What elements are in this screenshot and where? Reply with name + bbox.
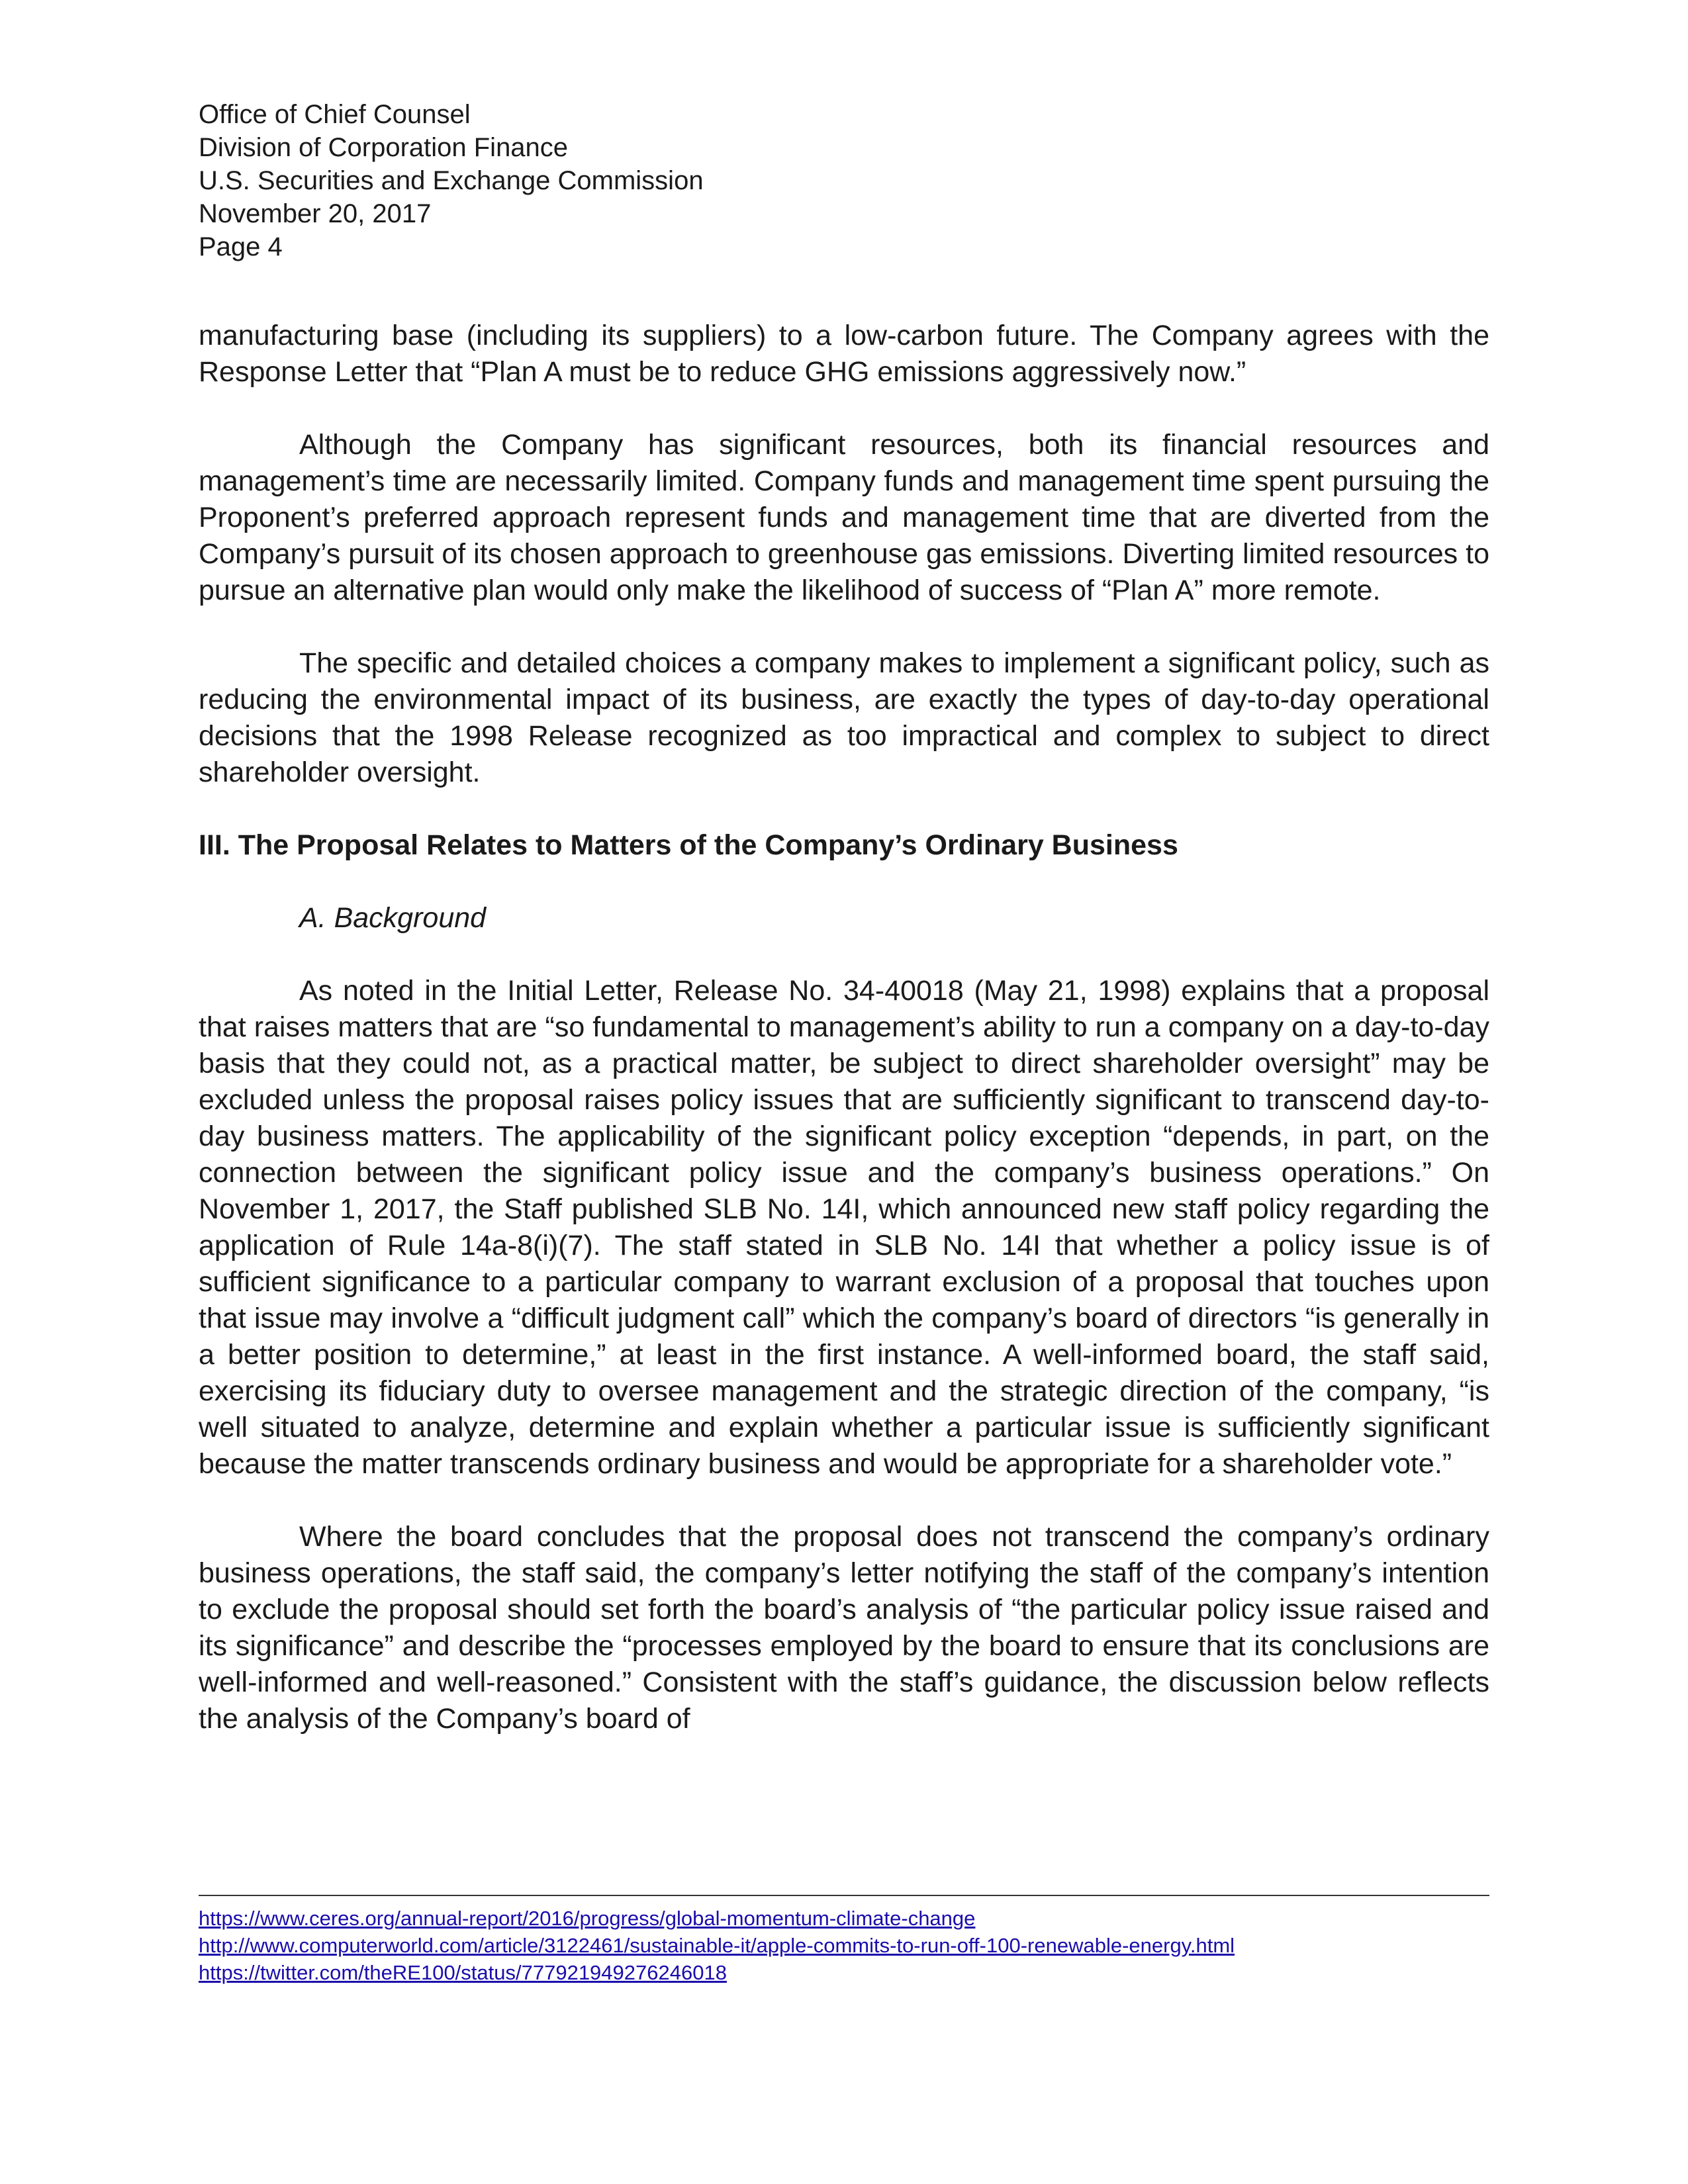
letter-page bbox=[199, 98, 1489, 1737]
footnote-divider bbox=[199, 1895, 1489, 1896]
footnotes bbox=[199, 1905, 1489, 1986]
header-division: Division of Corporation Finance bbox=[199, 133, 569, 162]
paragraph-continuation: manufacturing base (including its suppliers) to a low-carbon future. The Company agrees with the Response Letter that “Plan A must be to reduce GHG emissions aggressively now.” bbox=[199, 320, 1489, 388]
letter-header bbox=[199, 98, 1489, 263]
header-date: November 20, 2017 bbox=[199, 199, 432, 228]
paragraph-specific-choices: The specific and detailed choices a company makes to implement a significant policy, such as reducing the environmental impact of its business, are exactly the types of day-to-day operational decisions that the 1998 Release recognized as too impractical and complex to subject to direct shareholder oversight. bbox=[199, 647, 1489, 788]
section-heading: III. The Proposal Relates to Matters of the Company’s Ordinary Business bbox=[199, 829, 1178, 861]
footnote-link-twitter[interactable]: https://twitter.com/theRE100/status/777921949276246018 bbox=[199, 1961, 727, 1984]
header-page-number: Page 4 bbox=[199, 232, 283, 261]
footnote-link-ceres[interactable]: https://www.ceres.org/annual-report/2016/progress/global-momentum-climate-change bbox=[199, 1907, 976, 1930]
footnote-link-computerworld[interactable]: http://www.computerworld.com/article/3122461/sustainable-it/apple-commits-to-run-off-100-renewable-energy.html bbox=[199, 1934, 1235, 1957]
header-office: Office of Chief Counsel bbox=[199, 100, 471, 129]
header-commission: U.S. Securities and Exchange Commission bbox=[199, 166, 704, 195]
section-subheading: A. Background bbox=[299, 902, 487, 934]
paragraph-background: As noted in the Initial Letter, Release No. 34-40018 (May 21, 1998) explains that a proposal that raises matters that are “so fundamental to management’s ability to run a company on a day-to-day basis that they could not, as a practical matter, be subject to direct shareholder oversight” may be excluded unless the proposal raises policy issues that are sufficiently significant to transcend day-to-day business matters. The applicability of the significant policy exception “depends, in part, on the connection between the significant policy issue and the company’s business operations.” On November 1, 2017, the Staff published SLB No. 14I, which announced new staff policy regarding the application of Rule 14a-8(i)(7). The staff stated in SLB No. 14I that whether a policy issue is of sufficient significance to a particular company to warrant exclusion of a proposal that touches upon that issue may involve a “difficult judgment call” which the company’s board of directors “is generally in a better position to determine,” at least in the first instance. A well-informed board, the staff said, exercising its fiduciary duty to oversee management and the strategic direction of the company, “is well situated to analyze, determine and explain whether a particular issue is sufficiently significant because the matter transcends ordinary business and would be appropriate for a shareholder vote.” bbox=[199, 975, 1489, 1480]
paragraph-board-conclusion: Where the board concludes that the proposal does not transcend the company’s ordinary business operations, the staff said, the company’s letter notifying the staff of the company’s intention to exclude the proposal should set forth the board’s analysis of “the particular policy issue raised and its significance” and describe the “processes employed by the board to ensure that its conclusions are well-informed and well-reasoned.” Consistent with the staff’s guidance, the discussion below reflects the analysis of the Company’s board of bbox=[199, 1521, 1489, 1735]
paragraph-resources: Although the Company has significant resources, both its financial resources and management’s time are necessarily limited. Company funds and management time spent pursuing the Proponent’s preferred approach represent funds and management time that are diverted from the Company’s pursuit of its chosen approach to greenhouse gas emissions. Diverting limited resources to pursue an alternative plan would only make the likelihood of success of “Plan A” more remote. bbox=[199, 429, 1489, 606]
